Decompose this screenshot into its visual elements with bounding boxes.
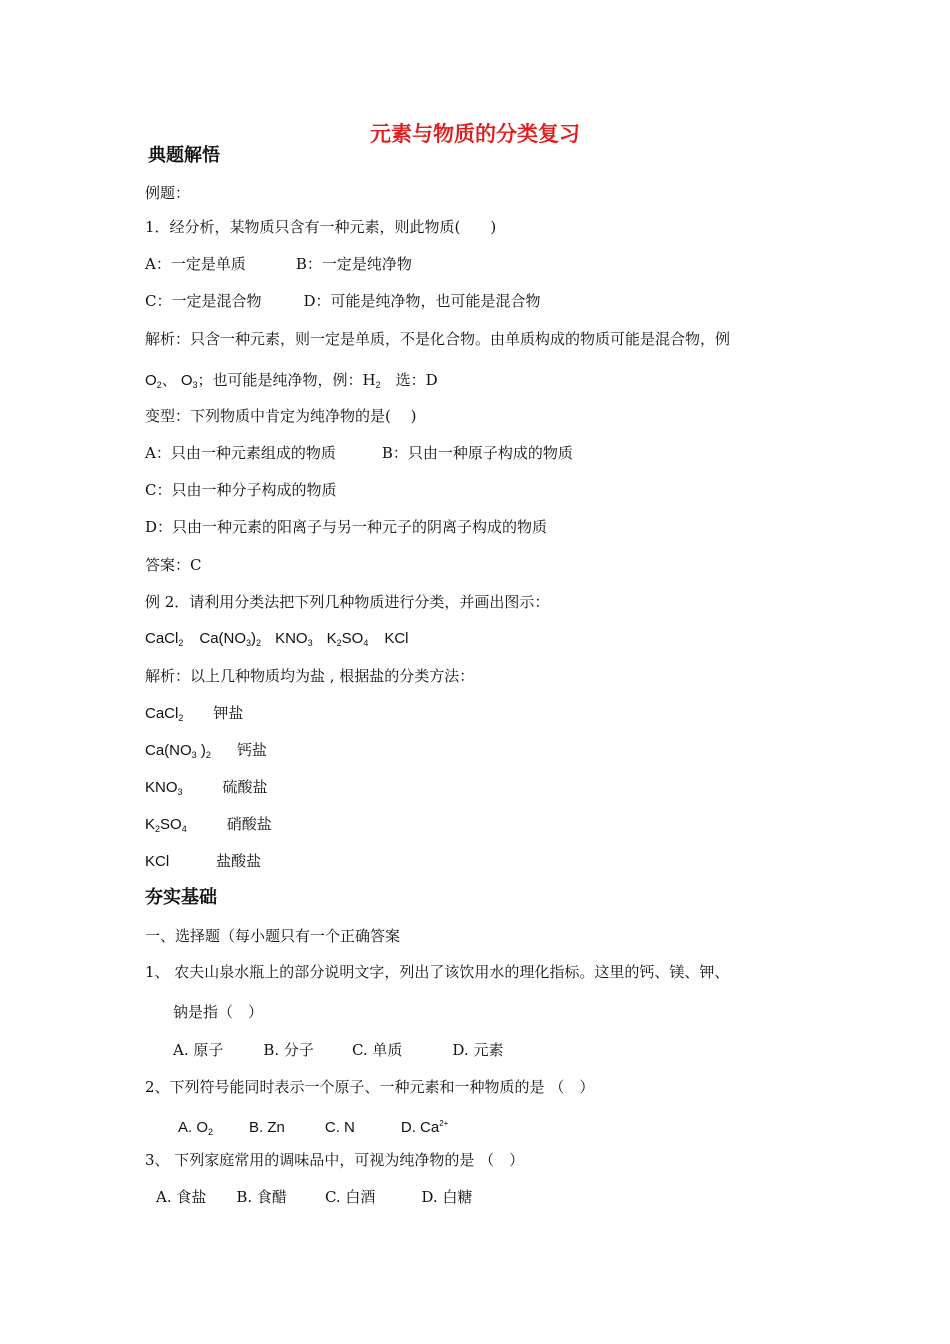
q1-option-d: D：可能是纯净物，也可能是混合物 [303, 292, 541, 310]
mc2-option-a: A. $O_2$ [178, 1119, 214, 1137]
mc3-stem: 3、 下列家庭常用的调味品中，可视为纯净物的是 （ ） [145, 1151, 525, 1169]
formula-kno3: $KNO_3$ [275, 630, 313, 648]
q1-options-cd [145, 291, 541, 311]
mc3-options [156, 1187, 472, 1207]
formula-cacl2: CaCl$_2$ [145, 630, 184, 648]
section-heading-basics: 夯实基础 [145, 887, 217, 908]
classify-row-4: $K_2SO_4$ 硝酸盐 [145, 815, 272, 834]
classify-row-2: $Ca(NO_3$ )$_2$ 钙盐 [145, 741, 267, 760]
mc2-option-b: B. Zn [249, 1119, 285, 1136]
q1-option-a: A：一定是单质 [145, 255, 246, 273]
variant-option-a: A：只由一种元素组成的物质 [145, 444, 336, 462]
mc3-option-d: D. 白糖 [421, 1188, 473, 1206]
mc2-option-d: D. $Ca^{2+}$ [400, 1119, 449, 1136]
q1-options-ab [145, 254, 412, 274]
q1-analysis-line2: $O_2$、 $O_3$；也可能是纯净物，例：$H_2$ 选：D [145, 371, 438, 390]
mc3-option-b: B. 食醋 [236, 1188, 287, 1206]
variant-option-c: C：只由一种分子构成的物质 [145, 481, 337, 499]
classify-row-5: KCl 盐酸盐 [145, 852, 262, 870]
classify-row-3: $KNO_3$ 硫酸盐 [145, 778, 268, 797]
formula-ca-no3-2: $Ca(NO_3)_2$ [199, 630, 262, 648]
part1-heading: 一、选择题（每小题只有一个正确答案 [145, 927, 401, 945]
q1-option-b: B：一定是纯净物 [295, 255, 412, 273]
mc1-stem-line2: 钠是指（ ） [173, 1003, 264, 1021]
mc3-option-a: A. 食盐 [156, 1188, 207, 1206]
q1-stem: 1．经分析，某物质只含有一种元素，则此物质( ) [145, 218, 497, 236]
ex2-formulas [145, 629, 409, 653]
mc3-option-c: C. 白酒 [324, 1188, 376, 1206]
mc1-stem-line1: 1、 农夫山泉水瓶上的部分说明文字，列出了该饮用水的理化指标。这里的钙、镁、钾、 [145, 963, 730, 981]
mc2-options [178, 1114, 448, 1142]
mc1-option-b: B. 分子 [263, 1041, 314, 1059]
q1-option-c: C：一定是混合物 [145, 292, 262, 310]
ex2-analysis: 解析：以上几种物质均为盐 , 根据盐的分类方法： [145, 667, 475, 685]
mc1-options [173, 1040, 503, 1060]
mc1-option-c: C. 单质 [351, 1041, 403, 1059]
q1-analysis-line1: 解析：只含一种元素，则一定是单质，不是化合物。由单质构成的物质可能是混合物，例 [145, 330, 731, 348]
formula-k2so4: $K_2SO_4$ [326, 630, 369, 648]
mc2-option-c: C. N [324, 1119, 355, 1136]
page-title: 元素与物质的分类复习 [370, 122, 580, 146]
mc1-option-d: D. 元素 [452, 1041, 504, 1059]
variant-options-ab [145, 443, 573, 463]
example-label: 例题： [145, 184, 191, 202]
classify-row-1: CaCl$_2$ 钾盐 [145, 704, 244, 723]
variant-option-b: B：只由一种原子构成的物质 [381, 444, 573, 462]
mc2-stem: 2、下列符号能同时表示一个原子、一种元素和一种物质的是 （ ） [145, 1078, 595, 1096]
formula-kcl: KCl [384, 630, 409, 647]
variant-answer: 答案：C [145, 556, 202, 574]
variant-stem: 变型：下列物质中肯定为纯净物的是( ) [145, 407, 417, 425]
section-heading-typical: 典题解悟 [148, 145, 220, 166]
mc1-option-a: A. 原子 [173, 1041, 224, 1059]
ex2-stem: 例 2．请利用分类法把下列几种物质进行分类，并画出图示： [145, 593, 550, 611]
variant-option-d: D：只由一种元素的阳离子与另一种元子的阴离子构成的物质 [145, 518, 548, 536]
